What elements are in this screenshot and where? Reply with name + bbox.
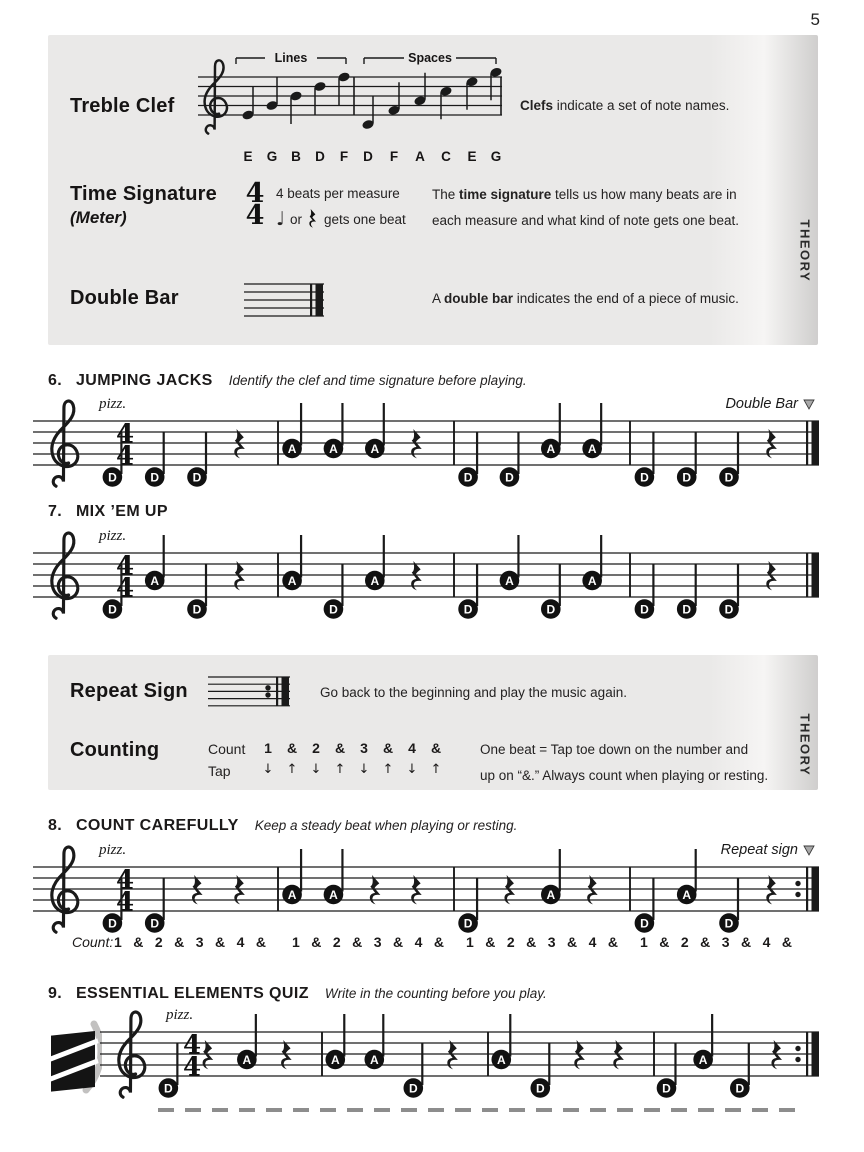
end-bar-annotation: Repeat sign bbox=[720, 842, 798, 858]
diagram-note bbox=[413, 73, 426, 107]
note-letter: D bbox=[150, 916, 160, 931]
note-letter: A bbox=[587, 441, 597, 456]
note-letter-label: F bbox=[389, 149, 399, 164]
time-signature-bottom: 4 bbox=[115, 441, 135, 472]
time-signature-bottom: 4 bbox=[115, 887, 135, 918]
count-beat: & bbox=[566, 934, 578, 950]
pizzicato-marking: pizz. bbox=[166, 1007, 194, 1023]
count-beat: & bbox=[740, 934, 752, 950]
note-letter-label: G bbox=[490, 149, 502, 164]
count-group bbox=[466, 934, 618, 950]
theory-tab: THEORY bbox=[797, 713, 813, 777]
time-signature-top: 4 bbox=[115, 551, 135, 582]
exercise-8-title: COUNT CAREFULLY bbox=[75, 817, 239, 834]
note-letter-label: D bbox=[315, 149, 325, 164]
count-group bbox=[114, 934, 266, 950]
count-beat: 1 bbox=[466, 934, 474, 950]
treble-clef-staff-diagram bbox=[196, 49, 518, 171]
count-beat: 2 bbox=[506, 934, 515, 950]
count-beat: 1 bbox=[264, 740, 272, 756]
note-letter: A bbox=[546, 887, 556, 902]
diagram-note bbox=[241, 87, 254, 121]
note-A bbox=[282, 403, 302, 458]
gets-one-beat-row: ♩ or gets one beat bbox=[276, 207, 406, 230]
note-A bbox=[541, 849, 561, 904]
count-beat: & bbox=[174, 934, 185, 950]
note-D bbox=[635, 564, 655, 619]
note-letter: A bbox=[370, 441, 380, 456]
note-letter: D bbox=[640, 602, 649, 617]
note-letter-label: B bbox=[291, 149, 301, 164]
count-beat: & bbox=[526, 934, 537, 950]
note-letter-label: A bbox=[415, 149, 425, 164]
note-A bbox=[145, 535, 165, 590]
count-beat: & bbox=[392, 934, 404, 950]
note-A bbox=[282, 849, 302, 904]
time-signature-numbers: 4 4 bbox=[245, 178, 265, 231]
count-beat: 2 bbox=[312, 740, 320, 756]
theory-box-middle: THEORY Repeat Sign Go back to the beginning and play the music again. Counting Count 1 & 2 & 3 & 4 & Tap ↓ ↑ ↓ ↑ ↓ ↑ ↓ ↑ One beat = Tap toe down on the number and up on “&.” Always count when playing or resting. bbox=[48, 655, 818, 790]
quarter-rest-icon bbox=[307, 209, 319, 229]
tap-up-arrow-icon: ↑ bbox=[334, 762, 346, 777]
repeat-sign-label: Repeat Sign bbox=[70, 680, 188, 702]
exercise-9-title: ESSENTIAL ELEMENTS QUIZ bbox=[75, 985, 309, 1002]
note-letter: A bbox=[287, 441, 297, 456]
note-letter: D bbox=[108, 602, 117, 617]
essential-elements-logo bbox=[48, 1020, 102, 1096]
thin-barline bbox=[806, 421, 808, 465]
double-barline bbox=[812, 553, 820, 597]
count-beat: & bbox=[382, 740, 394, 756]
count-beat: & bbox=[311, 934, 322, 950]
theory-tab: THEORY bbox=[797, 219, 813, 283]
thin-barline bbox=[310, 284, 312, 316]
count-beat: & bbox=[133, 934, 144, 950]
note-letter: A bbox=[587, 573, 597, 588]
count-beat: 4 bbox=[762, 934, 771, 950]
exercise-7-header: 7. MIX ’EM UP bbox=[48, 503, 168, 520]
note-A bbox=[541, 403, 561, 458]
note-A bbox=[693, 1014, 713, 1069]
count-beat: 4 bbox=[588, 934, 597, 950]
note-D bbox=[187, 564, 207, 619]
exercise-6-title: JUMPING JACKS bbox=[75, 372, 213, 389]
diagram-note bbox=[289, 90, 302, 124]
count-beat: 3 bbox=[373, 934, 382, 950]
theory-box-top bbox=[48, 35, 818, 345]
exercise-7-title: MIX ’EM UP bbox=[75, 503, 168, 520]
note-A bbox=[324, 403, 344, 458]
note-letter: D bbox=[535, 1081, 545, 1096]
note-D bbox=[635, 878, 655, 933]
note-A bbox=[582, 403, 602, 458]
note-letter: D bbox=[192, 470, 202, 485]
note-A bbox=[365, 403, 385, 458]
double-bar-diagram bbox=[244, 281, 326, 321]
treble-clef-label: Treble Clef bbox=[70, 95, 175, 117]
beats-per-measure-row: 4 beats per measure bbox=[276, 186, 400, 201]
thin-barline bbox=[806, 867, 808, 911]
note-letter: D bbox=[724, 470, 734, 485]
count-beat: & bbox=[352, 934, 363, 950]
repeat-dot bbox=[795, 1046, 800, 1051]
pizzicato-marking: pizz. bbox=[99, 842, 127, 858]
tap-up-arrow-icon: ↑ bbox=[382, 762, 394, 777]
tap-down-arrow-icon: ↓ bbox=[262, 762, 274, 777]
thin-barline bbox=[276, 677, 278, 706]
note-A bbox=[324, 849, 344, 904]
note-letter: D bbox=[735, 1081, 745, 1096]
count-beat: 4 bbox=[414, 934, 423, 950]
count-beat: & bbox=[286, 740, 298, 756]
pizzicato-marking: pizz. bbox=[99, 396, 127, 412]
count-beat: 1 bbox=[114, 934, 122, 950]
tap-down-arrow-icon: ↓ bbox=[310, 762, 322, 777]
note-letter-label: G bbox=[266, 149, 278, 164]
note-letter-label: C bbox=[441, 149, 451, 164]
note-D bbox=[458, 432, 478, 487]
note-D bbox=[719, 432, 739, 487]
double-barline bbox=[316, 284, 324, 316]
count-beat: & bbox=[255, 934, 266, 950]
count-beat: 2 bbox=[154, 934, 163, 950]
count-beat: 3 bbox=[547, 934, 556, 950]
count-beat: 2 bbox=[680, 934, 689, 950]
note-A bbox=[282, 535, 302, 590]
count-beat: 3 bbox=[360, 740, 368, 756]
count-beat: 3 bbox=[195, 934, 204, 950]
note-D bbox=[187, 432, 207, 487]
repeat-sign bbox=[282, 677, 290, 706]
note-A bbox=[500, 535, 520, 590]
diagram-note bbox=[439, 86, 452, 120]
note-D bbox=[404, 1043, 424, 1098]
note-A bbox=[364, 1014, 384, 1069]
note-D bbox=[458, 878, 478, 933]
note-letter: D bbox=[662, 1081, 671, 1096]
note-letter: D bbox=[463, 916, 473, 931]
note-D bbox=[159, 1043, 179, 1098]
note-D bbox=[677, 432, 697, 487]
note-letter: D bbox=[408, 1081, 418, 1096]
note-A bbox=[491, 1014, 511, 1069]
time-signature-top: 4 bbox=[182, 1030, 202, 1061]
time-signature-bottom: 4 bbox=[115, 573, 135, 604]
note-letter: D bbox=[682, 470, 692, 485]
count-group bbox=[640, 934, 792, 950]
count-beat: & bbox=[430, 740, 442, 756]
double-bar-caption: A double bar indicates the end of a piece of music. bbox=[432, 291, 739, 306]
tap-down-arrow-icon: ↓ bbox=[406, 762, 418, 777]
note-letter: D bbox=[682, 602, 692, 617]
pizzicato-marking: pizz. bbox=[99, 528, 127, 544]
note-letter: D bbox=[150, 470, 160, 485]
counting-answer-line bbox=[158, 1108, 806, 1112]
spaces-bracket-label: Spaces bbox=[408, 51, 452, 65]
note-A bbox=[237, 1014, 257, 1069]
note-letter: A bbox=[242, 1052, 252, 1067]
time-signature-label: Time Signature bbox=[70, 183, 217, 205]
note-letter: A bbox=[150, 573, 160, 588]
note-letter: D bbox=[329, 602, 338, 617]
note-letter: D bbox=[164, 1081, 173, 1096]
staff-exercise-7 bbox=[33, 527, 820, 627]
note-letter: A bbox=[330, 1052, 340, 1067]
thin-barline bbox=[806, 553, 808, 597]
note-letter: D bbox=[640, 470, 649, 485]
lines-bracket-label: Lines bbox=[274, 51, 308, 65]
repeat-sign-caption: Go back to the beginning and play the music again. bbox=[320, 685, 627, 700]
page-number: 5 bbox=[810, 10, 820, 29]
repeat-sign bbox=[812, 867, 820, 911]
diagram-note bbox=[387, 82, 400, 116]
note-D bbox=[635, 432, 655, 487]
note-D bbox=[657, 1043, 677, 1098]
repeat-dot bbox=[795, 892, 800, 897]
count-beat: & bbox=[659, 934, 670, 950]
note-letter-label: E bbox=[243, 149, 253, 164]
count-beat: 4 bbox=[236, 934, 245, 950]
count-group bbox=[292, 934, 444, 950]
note-letter: A bbox=[505, 573, 514, 588]
staff-exercise-6 bbox=[33, 395, 820, 495]
count-beat: & bbox=[607, 934, 618, 950]
note-letter: A bbox=[370, 573, 380, 588]
staff-exercise-8 bbox=[33, 841, 820, 941]
note-letter: D bbox=[108, 916, 117, 931]
note-D bbox=[458, 564, 478, 619]
repeat-sign-diagram bbox=[208, 674, 292, 710]
note-letter: A bbox=[287, 887, 297, 902]
note-letter: D bbox=[505, 470, 514, 485]
counting-label: Counting bbox=[70, 739, 160, 761]
note-letter: A bbox=[546, 441, 556, 456]
note-D bbox=[541, 564, 561, 619]
count-beats-row bbox=[256, 740, 448, 756]
time-signature-caption: The time signature tells us how many beats are in each measure and what kind of note gets one beat. bbox=[432, 187, 739, 228]
note-D bbox=[730, 1043, 750, 1098]
meter-label: (Meter) bbox=[70, 208, 127, 227]
tap-down-arrow-icon: ↓ bbox=[358, 762, 370, 777]
exercise-8-count-line: Count: 1 & 2 & 3 & 4 & 1 & 2 & 3 & 4 & 1 & 2 & 3 & 4 & 1 & 2 & 3 & 4 & bbox=[72, 934, 792, 950]
double-barline bbox=[812, 421, 820, 465]
end-bar-annotation: Double Bar bbox=[725, 396, 798, 412]
repeat-dot bbox=[795, 881, 800, 886]
repeat-dot bbox=[265, 692, 270, 697]
note-letter: D bbox=[192, 602, 202, 617]
note-A bbox=[325, 1014, 345, 1069]
note-A bbox=[365, 535, 385, 590]
tap-up-arrow-icon: ↑ bbox=[286, 762, 298, 777]
counting-caption: One beat = Tap toe down on the number and up on “&.” Always count when playing or resting. bbox=[480, 742, 769, 783]
note-D bbox=[324, 564, 344, 619]
note-D bbox=[677, 564, 697, 619]
count-beat: & bbox=[781, 934, 792, 950]
note-letter: D bbox=[546, 602, 556, 617]
clefs-caption: Clefs indicate a set of note names. bbox=[520, 98, 730, 113]
note-letter: D bbox=[463, 602, 473, 617]
diagram-note bbox=[337, 71, 350, 105]
diagram-note bbox=[313, 81, 326, 115]
note-letter: A bbox=[369, 1052, 379, 1067]
repeat-dot bbox=[795, 1057, 800, 1062]
diagram-note bbox=[361, 97, 374, 131]
note-D bbox=[500, 432, 520, 487]
repeat-dot bbox=[265, 685, 270, 690]
note-letter: A bbox=[682, 887, 692, 902]
quarter-note-icon: ♩ bbox=[276, 207, 285, 230]
thin-barline bbox=[806, 1032, 808, 1076]
tap-up-arrow-icon: ↑ bbox=[430, 762, 442, 777]
note-letter-label: D bbox=[363, 149, 373, 164]
double-bar-label: Double Bar bbox=[70, 287, 179, 309]
note-D bbox=[145, 878, 165, 933]
note-letter: A bbox=[329, 887, 338, 902]
note-D bbox=[719, 564, 739, 619]
exercise-8-header: 8. COUNT CAREFULLY Keep a steady beat when playing or resting. bbox=[48, 817, 518, 834]
count-beat: & bbox=[700, 934, 711, 950]
repeat-sign bbox=[812, 1032, 820, 1076]
note-D bbox=[719, 878, 739, 933]
note-letter: A bbox=[698, 1052, 708, 1067]
note-D bbox=[530, 1043, 550, 1098]
count-beat: 1 bbox=[292, 934, 300, 950]
count-beat: 3 bbox=[721, 934, 730, 950]
time-signature-top: 4 bbox=[115, 865, 135, 896]
note-letter: D bbox=[463, 470, 473, 485]
count-beat: & bbox=[433, 934, 444, 950]
note-letter: A bbox=[287, 573, 297, 588]
count-beat: 1 bbox=[640, 934, 648, 950]
note-letter: D bbox=[640, 916, 649, 931]
time-signature-top: 4 bbox=[115, 419, 135, 450]
exercise-9-header: 9. ESSENTIAL ELEMENTS QUIZ Write in the counting before you play. bbox=[48, 985, 547, 1002]
down-arrow-icon bbox=[804, 846, 814, 855]
note-letter-label: E bbox=[467, 149, 477, 164]
note-letter-label: F bbox=[339, 149, 349, 164]
note-letter: A bbox=[496, 1052, 506, 1067]
note-letter: D bbox=[724, 602, 734, 617]
note-letter: D bbox=[724, 916, 734, 931]
count-beat: 4 bbox=[408, 740, 416, 756]
note-D bbox=[145, 432, 165, 487]
staff-exercise-9 bbox=[100, 1006, 820, 1106]
note-letter: A bbox=[329, 441, 338, 456]
count-beat: & bbox=[334, 740, 346, 756]
treble-clef-icon bbox=[205, 60, 227, 133]
count-beat: & bbox=[214, 934, 226, 950]
diagram-note bbox=[465, 76, 478, 110]
count-beat: 2 bbox=[332, 934, 341, 950]
note-letter: D bbox=[108, 470, 117, 485]
note-A bbox=[677, 849, 697, 904]
down-arrow-icon bbox=[804, 400, 814, 409]
time-signature-bottom: 4 bbox=[182, 1052, 202, 1083]
diagram-note bbox=[265, 78, 278, 112]
note-A bbox=[582, 535, 602, 590]
exercise-6-header: 6. JUMPING JACKS Identify the clef and time signature before playing. bbox=[48, 372, 527, 389]
count-beat: & bbox=[485, 934, 496, 950]
tap-arrows-row bbox=[256, 762, 448, 777]
